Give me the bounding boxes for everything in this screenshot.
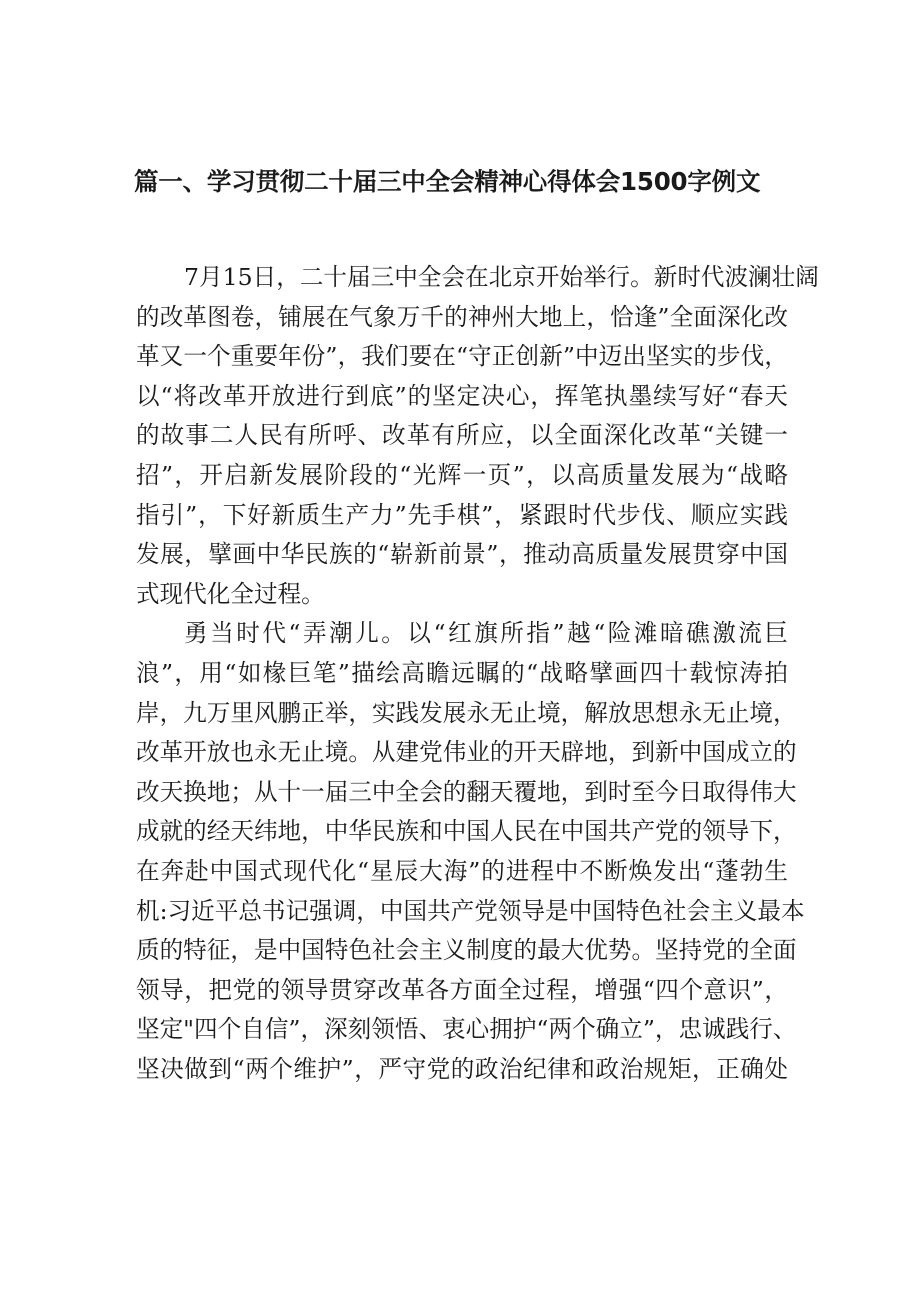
paragraph-1-line: 7月15日，二十届三中全会在北京开始举行。新时代波澜壮阔 xyxy=(184,263,819,291)
paragraph-2-line: 改天换地；从十一届三中全会的翻天覆地，到时至今日取得伟大 xyxy=(136,777,797,806)
paragraph-2-line: 质的特征，是中国特色社会主义制度的最大优势。坚持党的全面 xyxy=(136,936,797,965)
paragraph-2-line: 改革开放也永无止境。从建党伟业的开天辟地，到新中国成立的 xyxy=(136,738,797,767)
paragraph-2-line: 勇当时代“弄潮儿。以“红旗所指”越“险滩暗礁激流巨 xyxy=(184,619,788,648)
paragraph-1-line: 的故事二人民有所呼、改革有所应，以全面深化改革“关键一 xyxy=(136,421,788,450)
paragraph-2-line: 坚定"四个自信”，深刻领悟、衷心拥护“两个确立”，忠诚践行、 xyxy=(136,1015,797,1044)
paragraph-1-line: 式现代化全过程。 xyxy=(136,579,325,608)
paragraph-1-line: 的改革图卷，铺展在气象万千的神州大地上，恰逢”全面深化改 xyxy=(136,302,788,331)
paragraph-2-line: 坚决做到“两个维护”，严守党的政治纪律和政治规矩，正确处 xyxy=(136,1054,788,1083)
paragraph-2-line: 浪”，用“如椽巨笔”描绘高瞻远瞩的“战略擘画四十载惊涛拍 xyxy=(136,658,788,687)
document-title: 篇一、学习贯彻二十届三中全会精神心得体会1500字例文 xyxy=(134,167,761,196)
paragraph-2-line: 在奔赴中国式现代化“星辰大海”的进程中不断焕发出“蓬勃生 xyxy=(136,856,788,885)
paragraph-1-line: 革又一个重要年份”，我们要在“守正创新”中迈出坚实的步伐， xyxy=(136,342,788,371)
paragraph-2-line: 成就的经天纬地，中华民族和中国人民在中国共产党的领导下， xyxy=(136,817,797,846)
paragraph-1-line: 发展，擘画中华民族的“崭新前景”，推动高质量发展贯穿中国 xyxy=(136,540,788,569)
paragraph-2-line: 岸，九万里风鹏正举，实践发展永无止境，解放思想永无止境， xyxy=(136,698,797,727)
paragraph-1-line: 指引”，下好新质生产力”先手棋”，紧跟时代步伐、顺应实践 xyxy=(136,500,788,529)
paragraph-2-line: 领导，把党的领导贯穿改革各方面全过程，增强“四个意识”， xyxy=(136,975,788,1004)
document-body xyxy=(136,258,819,1089)
paragraph-2-line: 机:习近平总书记强调，中国共产党领导是中国特色社会主义最本 xyxy=(136,896,805,925)
paragraph-1-line: 招”，开启新发展阶段的“光辉一页”，以高质量发展为“战略 xyxy=(136,460,788,489)
paragraph-1-line: 以“将改革开放进行到底”的坚定决心，挥笔执墨续写好“春天 xyxy=(136,381,788,410)
